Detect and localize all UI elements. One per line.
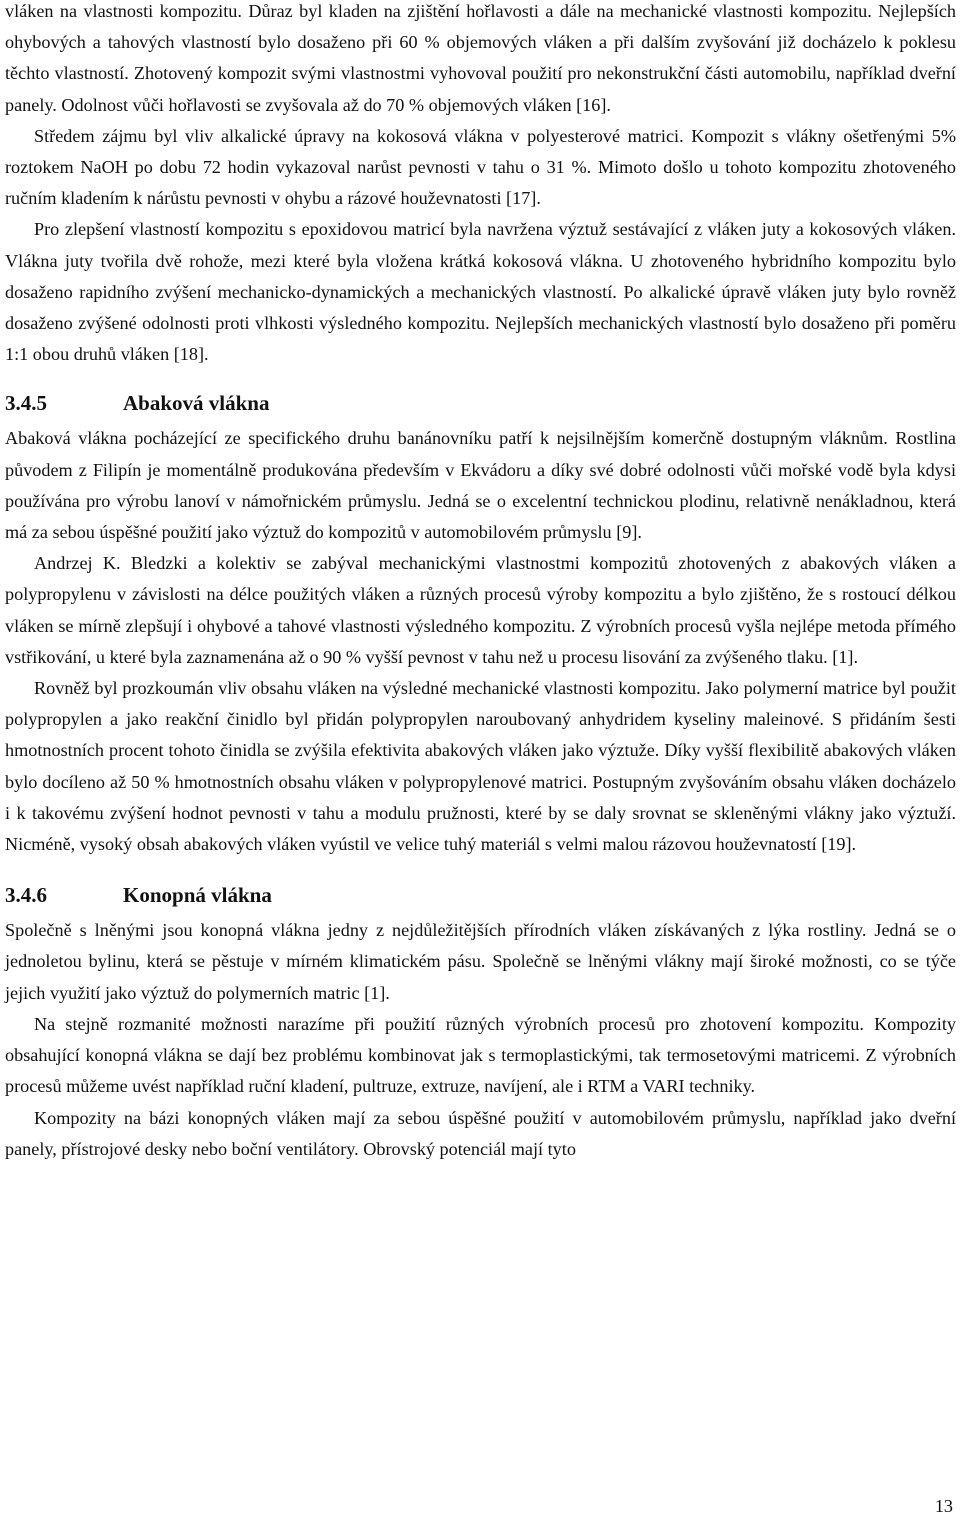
section-number: 3.4.6	[5, 883, 47, 908]
paragraph-abaca-bledzki: Andrzej K. Bledzki a kolektiv se zabýval mechanickými vlastnostmi kompozitů zhotovených z abakových vláken a polypropylenu v závislosti na délce použitých vláken a různých procesů výroby kompozitu a bylo zjištěno, že s rostoucí délkou vláken se mírně zlepšují i ohybové a tahové vlastnosti výsledného kompozitu. Z výrobních procesů vyšla nejlépe metoda přímého vstřikování, u které byla zaznamenána až o 90 % vyšší pevnost v tahu než u procesu lisování za zvýšeného tlaku. [1].	[5, 553, 956, 667]
section-title: Konopná vlákna	[123, 883, 272, 908]
document-page	[5, 0, 956, 1165]
section-heading-konopna	[5, 881, 956, 909]
paragraph-hemp-processes: Na stejně rozmanité možnosti narazíme při použití různých výrobních procesů pro zhotovení kompozitu. Kompozity obsahující konopná vlákna se dají bez problému kombinovat jak s termoplastickými, tak termosetovými matricemi. Z výrobních procesů můžeme uvést například ruční kladení, pultruze, extruze, navíjení, ale i RTM a VARI techniky.	[5, 1013, 956, 1097]
section-title: Abaková vlákna	[123, 391, 270, 416]
section-number: 3.4.5	[5, 391, 47, 416]
paragraph-jute-coconut-hybrid: Pro zlepšení vlastností kompozitu s epoxidovou matricí byla navržena výztuž sestávající z vláken juty a kokosových vláken. Vlákna juty tvořila dvě rohože, mezi které byla vložena krátká kokosová vlákna. U zhotoveného hybridního kompozitu bylo dosaženo rapidního zvýšení mechanicko-dynamických a mechanických vlastností. Po alkalické úpravě vláken juty bylo rovněž dosaženo zvýšené odolnosti proti vlhkosti výsledného kompozitu. Nejlepších mechanických vlastností bylo dosaženo při poměru 1:1 obou druhů vláken [18].	[5, 219, 956, 365]
page-number: 13	[934, 1496, 953, 1516]
section-heading-abakova	[5, 389, 956, 417]
paragraph-coconut-alkaline: Středem zájmu byl vliv alkalické úpravy na kokosová vlákna v polyesterové matrici. Kompozit s vlákny ošetřenými 5% roztokem NaOH po dobu 72 hodin vykazoval narůst pevnosti v tahu o 31 %. Mimoto došlo u tohoto kompozitu zhotoveného ručním kladením k nárůstu pevnosti v ohybu a rázové houževnatosti [17].	[5, 125, 956, 209]
paragraph-continuation: vláken na vlastnosti kompozitu. Důraz byl kladen na zjištění hořlavosti a dále na mechanické vlastnosti kompozitu. Nejlepších ohybových a tahových vlastností bylo dosaženo při 60 % objemových vláken a při dalším zvyšování již docházelo k poklesu těchto vlastností. Zhotovený kompozit svými vlastnostmi vyhovoval použití pro nekonstrukční části automobilu, například dveřní panely. Odolnost vůči hořlavosti se zvyšovala až do 70 % objemových vláken [16].	[5, 1, 956, 115]
paragraph-abaca-intro: Abaková vlákna pocházející ze specifického druhu banánovníku patří k nejsilnějším komerčně dostupným vláknům. Rostlina původem z Filipín je momentálně produkována především v Ekvádoru a díky své dobré odolnosti vůči mořské vodě byla kdysi používána pro výrobu lanoví v námořnickém průmyslu. Jedná se o excelentní technickou plodinu, relativně nenákladnou, která má za sebou úspěšné použití jako výztuž do kompozitů v automobilovém průmyslu [9].	[5, 428, 956, 543]
paragraph-hemp-automotive: Kompozity na bázi konopných vláken mají za sebou úspěšné použití v automobilovém průmyslu, například jako dveřní panely, přístrojové desky nebo boční ventilátory. Obrovský potenciál mají tyto	[5, 1107, 956, 1159]
paragraph-abaca-content: Rovněž byl prozkoumán vliv obsahu vláken na výsledné mechanické vlastnosti kompozitu. Jako polymerní matrice byl použit polypropylen a jako reakční činidlo byl přidán polypropylen naroubovaný anhydridem kyseliny maleinové. S přidáním šesti hmotnostních procent tohoto činidla se zvýšila efektivita abakových vláken jako výztuže. Díky vyšší flexibilitě abakových vláken bylo docíleno až 50 % hmotnostních obsahu vláken v polypropylenové matrici. Postupným zvyšováním obsahu vláken docházelo i k takovému zvýšení hodnot pevnosti v tahu a modulu pružnosti, které by se daly srovnat se skleněnými vlákny jako výztuží. Nicméně, vysoký obsah abakových vláken vyústil ve velice tuhý materiál s velmi malou rázovou houževnatostí [19].	[5, 678, 956, 855]
paragraph-hemp-intro: Společně s lněnými jsou konopná vlákna jedny z nejdůležitějších přírodních vláken získávaných z lýka rostliny. Jedná se o jednoletou bylinu, která se pěstuje v mírném klimatickém pásu. Společně se lněnými vlákny mají široké možnosti, co se týče jejich využití jako výztuž do polymerních matric [1].	[5, 920, 956, 1003]
